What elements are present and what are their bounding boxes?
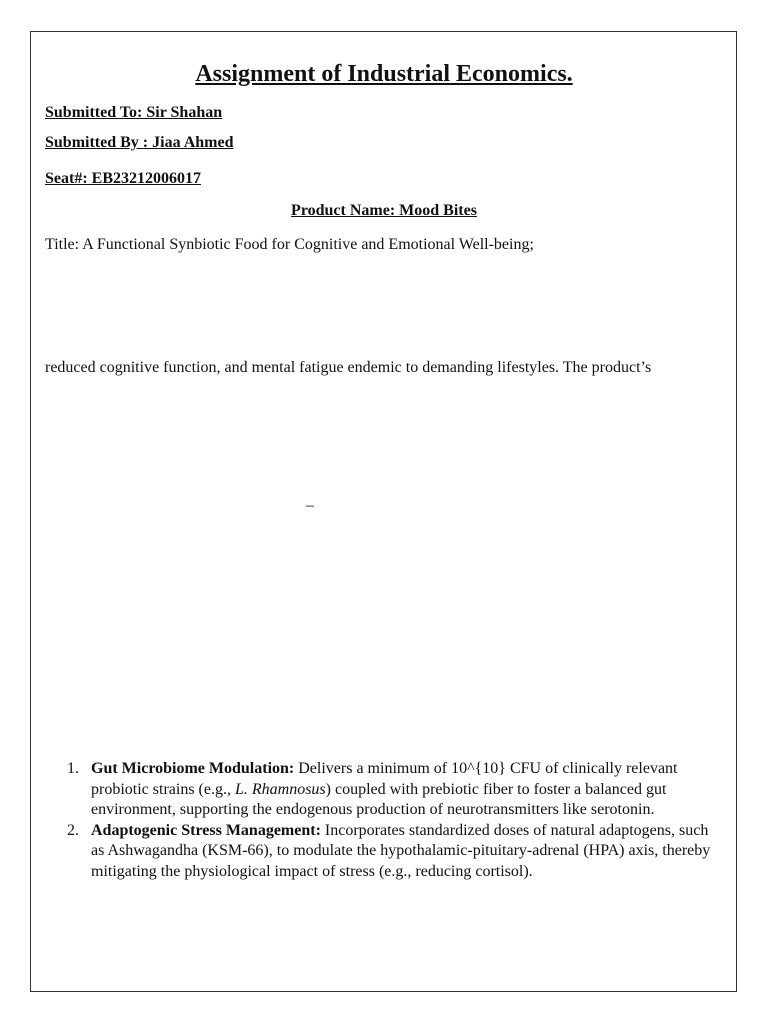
list-item-body-before: Delivers a minimum of 10^{10} CFU of clinically relevant probiotic strains (e.g., [91,760,678,798]
seat-number: Seat#: EB23212006017 [45,170,201,187]
product-title-line: Title: A Functional Synbiotic Food for Cognitive and Emotional Well-being; [45,236,534,253]
product-name: Product Name: Mood Bites [291,202,477,219]
feature-list [67,759,717,882]
document-title: Assignment of Industrial Economics. [195,61,573,87]
list-item-number: 2. [67,821,79,839]
list-item-number: 1. [67,760,79,777]
list-item-italic: L. Rhamnosus [234,780,326,798]
list-item [67,821,717,883]
list-item [67,759,717,821]
submitted-to: Submitted To: Sir Shahan [45,104,223,121]
list-item-body-after: ) coupled with prebiotic fiber to foster a balanced gut environment, supporting the endogenous production of neurotransmitters like serotonin. [91,780,667,818]
list-item-text [91,760,677,818]
submitted-by: Submitted By : Jiaa Ahmed [45,134,234,151]
list-item-heading: Adaptogenic Stress Management: [91,821,321,839]
body-fragment-line: reduced cognitive function, and mental fatigue endemic to demanding lifestyles. The product’s [45,359,652,376]
list-item-body-before: Incorporates standardized doses of natural adaptogens, such as Ashwagandha (KSM-66), to modulate the hypothalamic-pituitary-adrenal (HPA) axis, thereby mitigating the physiological impact of stress (e.g., reducing cortisol). [91,821,711,880]
list-item-heading: Gut Microbiome Modulation: [91,760,295,777]
stray-dash-mark: – [306,497,314,514]
list-item-text [91,822,710,880]
